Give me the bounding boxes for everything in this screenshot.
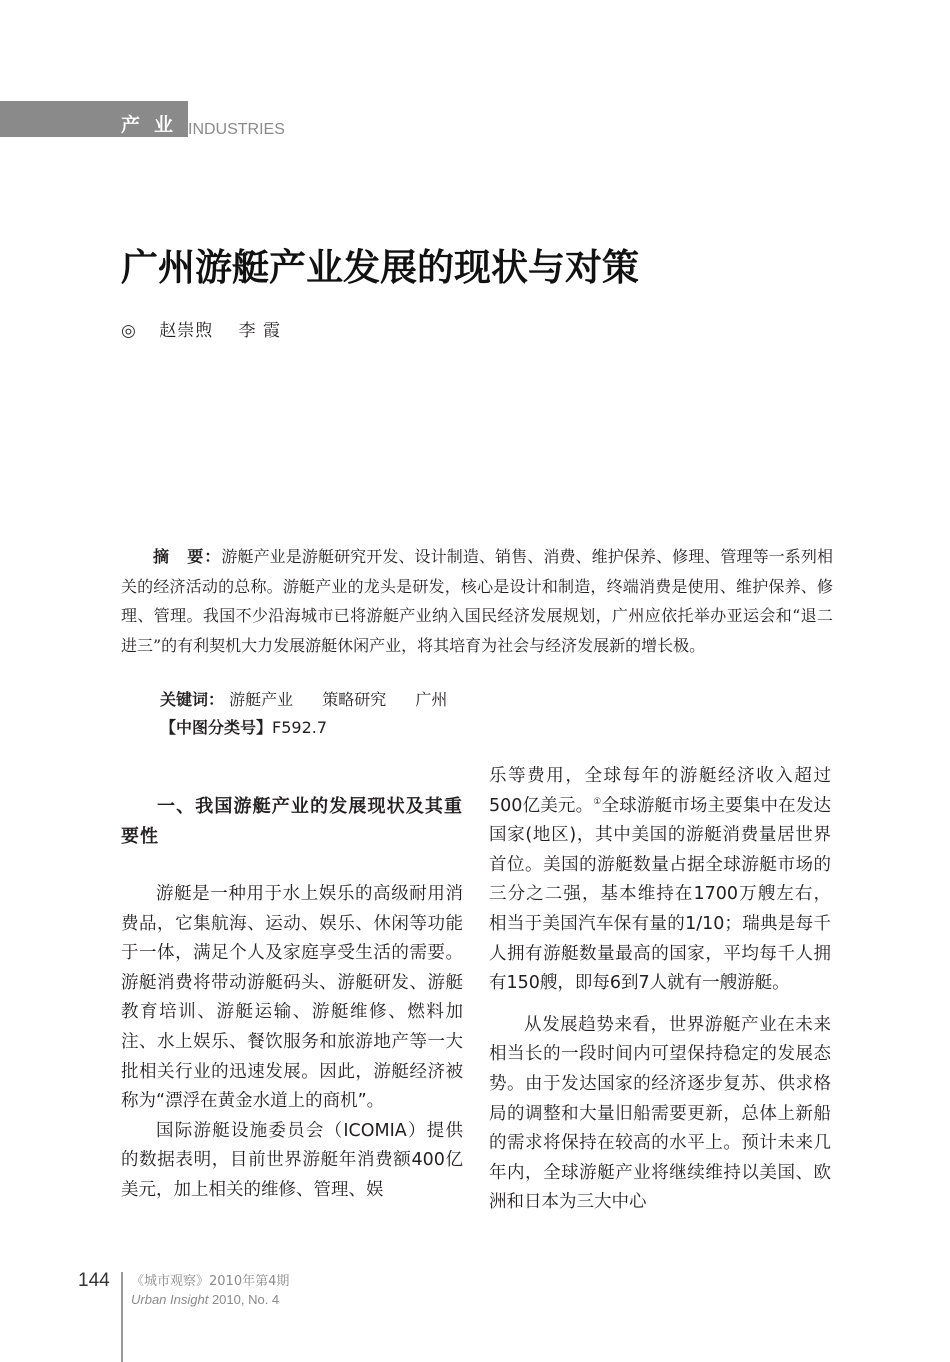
- keyword: 策略研究: [322, 690, 387, 709]
- classification-value: F592.7: [272, 718, 328, 737]
- section-label-en: INDUSTRIES: [188, 121, 285, 138]
- body-paragraph: [489, 762, 831, 999]
- journal-name-en: [131, 1291, 279, 1309]
- authors: [121, 318, 301, 344]
- author-mark-icon: ◎: [121, 321, 136, 341]
- article-title: 广州游艇产业发展的现状与对策: [121, 246, 639, 289]
- journal-name-zh: 《城市观察》2010年第4期: [131, 1274, 290, 1289]
- body-paragraph: 从发展趋势来看，世界游艇产业在未来相当长的一段时间内可望保持稳定的发展态势。由于发达国家的经济逐步复苏、供求格局的调整和大量旧船需要更新，总体上新船的需求将保持在较高的水平上。预计未来几年内，全球游艇产业将继续维持以美国、欧洲和日本为三大中心: [489, 1014, 831, 1213]
- journal-issue-en: 2010, No. 4: [208, 1292, 280, 1307]
- paragraph-text: 乐等费用，全球每年的游艇经济收入超过500亿美元。: [489, 766, 831, 816]
- keywords-label: 关键词：: [160, 690, 225, 709]
- abstract-text: 游艇产业是游艇研究开发、设计制造、销售、消费、维护保养、修理、管理等一系列相关的经济活动的总称。游艇产业的龙头是研发，核心是设计和制造，终端消费是使用、维护保养、修理、管理。我国不少沿海城市已将游艇产业纳入国民经济发展规划，广州应依托举办亚运会和“退二进三”的有利契机大力发展游艇休闲产业，将其培育为社会与经济发展新的增长极。: [121, 547, 833, 655]
- keyword: 游艇产业: [229, 690, 294, 709]
- section-heading: 一、我国游艇产业的发展现状及其重要性: [121, 796, 463, 847]
- abstract: [121, 542, 833, 660]
- journal-title-en: Urban Insight: [131, 1292, 209, 1307]
- keywords: [160, 687, 471, 713]
- classification-label: 【中图分类号】: [160, 718, 273, 737]
- page-number: 144: [78, 1270, 110, 1291]
- right-column: [489, 762, 831, 1218]
- paragraph-text: 全球游艇市场主要集中在发达国家(地区)，其中美国的游艇消费量居世界首位。美国的游艇数量占据全球游艇市场的三分之二强，基本维持在1700万艘左右，相当于美国汽车保有量的1/10；瑞典是每千人拥有游艇数量最高的国家，平均每千人拥有150艘，即每6到7人就有一艘游艇。: [489, 795, 832, 994]
- classification-number: [160, 715, 327, 741]
- abstract-label: 摘 要：: [153, 547, 222, 566]
- body-paragraph: 国际游艇设施委员会（ICOMIA）提供的数据表明，目前世界游艇年消费额400亿美元，加上相关的维修、管理、娱: [121, 1120, 463, 1200]
- footnote-marker: ①: [593, 796, 602, 807]
- author-name: 李 霞: [238, 321, 282, 341]
- author-name: 赵崇煦: [159, 321, 214, 341]
- footer-divider: [121, 1272, 123, 1362]
- body-paragraph: 游艇是一种用于水上娱乐的高级耐用消费品，它集航海、运动、娱乐、休闲等功能于一体，满足个人及家庭享受生活的需要。游艇消费将带动游艇码头、游艇研发、游艇教育培训、游艇运输、游艇维修、燃料加注、水上娱乐、餐饮服务和旅游地产等一大批相关行业的迅速发展。因此，游艇经济被称为“漂浮在黄金水道上的商机”。: [121, 884, 463, 1112]
- section-label-zh: 产业: [121, 114, 188, 136]
- keyword: 广州: [415, 690, 448, 709]
